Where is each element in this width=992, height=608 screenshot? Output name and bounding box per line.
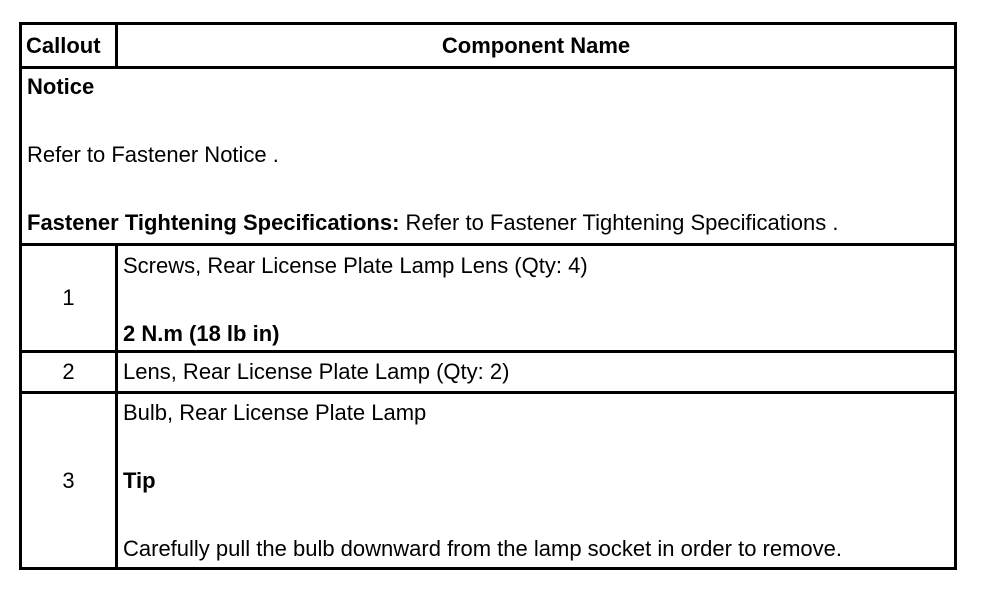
tightening-spec-label: Fastener Tightening Specifications: (27, 210, 400, 235)
component-cell (118, 394, 954, 567)
tightening-spec-line (27, 210, 954, 236)
callout-cell: 2 (22, 353, 118, 391)
table-row (22, 243, 954, 350)
component-name: Bulb, Rear License Plate Lamp (123, 400, 427, 425)
tip-text: Carefully pull the bulb downward from the lamp socket in order to remove. (123, 536, 843, 561)
callout-header: Callout (22, 25, 118, 66)
tip-heading: Tip (123, 468, 156, 493)
notice-heading: Notice (27, 74, 95, 99)
notice-cell (22, 69, 954, 243)
table-row (22, 350, 954, 391)
table-row (22, 391, 954, 567)
callout-cell: 1 (22, 246, 118, 350)
notice-row (22, 66, 954, 243)
component-name: Screws, Rear License Plate Lamp Lens (Qty: 4) (123, 253, 588, 278)
torque-spec: 2 N.m (18 lb in) (123, 321, 280, 346)
fastener-notice-text: Refer to Fastener Notice . (27, 142, 279, 167)
component-cell (118, 353, 954, 391)
callout-cell: 3 (22, 394, 118, 567)
component-name: Lens, Rear License Plate Lamp (Qty: 2) (123, 359, 510, 384)
component-name-header: Component Name (441, 32, 631, 58)
tightening-spec-text: Refer to Fastener Tightening Specifications . (399, 210, 839, 235)
component-cell (118, 246, 954, 350)
components-table (19, 22, 957, 570)
table-header-row (22, 25, 954, 66)
